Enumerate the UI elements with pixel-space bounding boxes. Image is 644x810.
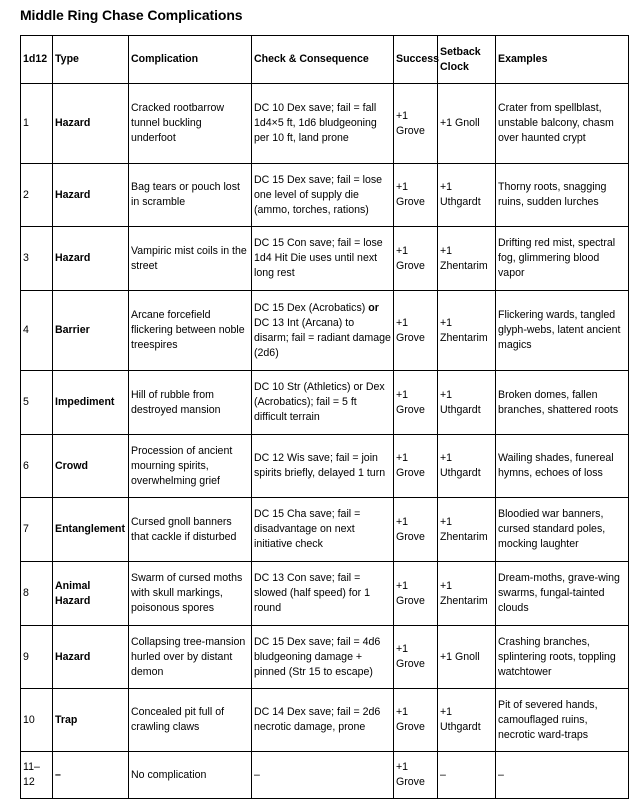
- cell-complication: Bag tears or pouch lost in scramble: [129, 164, 252, 227]
- table-row: [21, 498, 629, 562]
- cell-success: +1 Grove: [394, 562, 438, 626]
- check-or: or: [368, 301, 379, 314]
- cell-type: Barrier: [53, 291, 129, 371]
- cell-setback: +1 Uthgardt: [438, 164, 496, 227]
- table-row: [21, 689, 629, 752]
- header-examples: Examples: [496, 36, 629, 84]
- cell-d12: 7: [21, 498, 53, 562]
- cell-success: +1 Grove: [394, 291, 438, 371]
- cell-setback: +1 Zhentarim: [438, 227, 496, 291]
- header-success: Success: [394, 36, 438, 84]
- cell-d12: 6: [21, 435, 53, 498]
- header-type: Type: [53, 36, 129, 84]
- check-part-a: DC 15 Dex (Acrobatics): [254, 301, 366, 314]
- cell-complication: Swarm of cursed moths with skull markings, poisonous spores: [129, 562, 252, 626]
- cell-d12: 11–12: [21, 752, 53, 799]
- cell-success: +1 Grove: [394, 689, 438, 752]
- cell-success: +1 Grove: [394, 498, 438, 562]
- cell-d12: 3: [21, 227, 53, 291]
- cell-complication: No complication: [129, 752, 252, 799]
- cell-setback: +1 Uthgardt: [438, 371, 496, 435]
- cell-examples: Pit of severed hands, camouflaged ruins, necrotic ward-traps: [496, 689, 629, 752]
- cell-check: –: [252, 752, 394, 799]
- cell-complication: Procession of ancient mourning spirits, overwhelming grief: [129, 435, 252, 498]
- cell-examples: Crater from spellblast, unstable balcony, chasm over haunted crypt: [496, 84, 629, 164]
- cell-success: +1 Grove: [394, 626, 438, 689]
- cell-d12: 8: [21, 562, 53, 626]
- cell-d12: 10: [21, 689, 53, 752]
- table-row: [21, 752, 629, 799]
- cell-setback: –: [438, 752, 496, 799]
- cell-setback: +1 Zhentarim: [438, 562, 496, 626]
- cell-success: +1 Grove: [394, 227, 438, 291]
- cell-type: Animal Hazard: [53, 562, 129, 626]
- cell-examples: Bloodied war banners, cursed standard poles, mocking laughter: [496, 498, 629, 562]
- table-row: [21, 626, 629, 689]
- cell-check: [252, 291, 394, 371]
- cell-complication: Arcane forcefield flickering between noble treespires: [129, 291, 252, 371]
- cell-setback: +1 Gnoll: [438, 84, 496, 164]
- table-row: [21, 371, 629, 435]
- cell-d12: 5: [21, 371, 53, 435]
- page-title: Middle Ring Chase Complications: [20, 7, 243, 23]
- cell-type: Entanglement: [53, 498, 129, 562]
- cell-examples: Wailing shades, funereal hymns, echoes of loss: [496, 435, 629, 498]
- cell-d12: 1: [21, 84, 53, 164]
- cell-type: Hazard: [53, 84, 129, 164]
- cell-complication: Hill of rubble from destroyed mansion: [129, 371, 252, 435]
- cell-success: +1 Grove: [394, 371, 438, 435]
- cell-check: DC 10 Dex save; fail = fall 1d4×5 ft, 1d6 bludgeoning per 10 ft, land prone: [252, 84, 394, 164]
- cell-check: DC 15 Cha save; fail = disadvantage on next initiative check: [252, 498, 394, 562]
- cell-complication: Vampiric mist coils in the street: [129, 227, 252, 291]
- cell-check: DC 15 Dex save; fail = lose one level of supply die (ammo, torches, rations): [252, 164, 394, 227]
- cell-setback: +1 Uthgardt: [438, 435, 496, 498]
- cell-examples: Flickering wards, tangled glyph-webs, latent ancient magics: [496, 291, 629, 371]
- header-d12: 1d12: [21, 36, 53, 84]
- header-row: [21, 36, 629, 84]
- cell-type: Impediment: [53, 371, 129, 435]
- cell-setback: +1 Uthgardt: [438, 689, 496, 752]
- cell-check: DC 15 Con save; fail = lose 1d4 Hit Die uses until next long rest: [252, 227, 394, 291]
- complications-table: [20, 35, 629, 799]
- cell-success: +1 Grove: [394, 435, 438, 498]
- cell-type: Hazard: [53, 626, 129, 689]
- cell-type: Hazard: [53, 227, 129, 291]
- cell-d12: 9: [21, 626, 53, 689]
- table-row: [21, 562, 629, 626]
- cell-examples: Thorny roots, snagging ruins, sudden lurches: [496, 164, 629, 227]
- cell-type: –: [53, 752, 129, 799]
- cell-examples: Drifting red mist, spectral fog, glimmering blood vapor: [496, 227, 629, 291]
- cell-success: +1 Grove: [394, 164, 438, 227]
- cell-complication: Cracked rootbarrow tunnel buckling underfoot: [129, 84, 252, 164]
- cell-check: DC 10 Str (Athletics) or Dex (Acrobatics); fail = 5 ft difficult terrain: [252, 371, 394, 435]
- cell-examples: Crashing branches, splintering roots, toppling watchtower: [496, 626, 629, 689]
- cell-success: +1 Grove: [394, 752, 438, 799]
- table-row: [21, 164, 629, 227]
- cell-examples: –: [496, 752, 629, 799]
- cell-complication: Concealed pit full of crawling claws: [129, 689, 252, 752]
- header-check: Check & Consequence: [252, 36, 394, 84]
- header-complication: Complication: [129, 36, 252, 84]
- cell-d12: 4: [21, 291, 53, 371]
- cell-type: Crowd: [53, 435, 129, 498]
- cell-d12: 2: [21, 164, 53, 227]
- cell-type: Trap: [53, 689, 129, 752]
- cell-complication: Collapsing tree-mansion hurled over by distant demon: [129, 626, 252, 689]
- cell-setback: +1 Zhentarim: [438, 498, 496, 562]
- table-row: [21, 435, 629, 498]
- cell-check: DC 13 Con save; fail = slowed (half speed) for 1 round: [252, 562, 394, 626]
- table-row: [21, 291, 629, 371]
- cell-complication: Cursed gnoll banners that cackle if disturbed: [129, 498, 252, 562]
- cell-check: DC 15 Dex save; fail = 4d6 bludgeoning damage + pinned (Str 15 to escape): [252, 626, 394, 689]
- cell-check: DC 14 Dex save; fail = 2d6 necrotic damage, prone: [252, 689, 394, 752]
- table-row: [21, 84, 629, 164]
- cell-examples: Broken domes, fallen branches, shattered roots: [496, 371, 629, 435]
- cell-success: +1 Grove: [394, 84, 438, 164]
- table-row: [21, 227, 629, 291]
- cell-examples: Dream-moths, grave-wing swarms, fungal-tainted clouds: [496, 562, 629, 626]
- check-part-b: DC 13 Int (Arcana) to disarm; fail = radiant damage (2d6): [254, 316, 391, 359]
- cell-setback: +1 Zhentarim: [438, 291, 496, 371]
- header-setback: Setback Clock: [438, 36, 496, 84]
- cell-check: DC 12 Wis save; fail = join spirits briefly, delayed 1 turn: [252, 435, 394, 498]
- cell-type: Hazard: [53, 164, 129, 227]
- cell-setback: +1 Gnoll: [438, 626, 496, 689]
